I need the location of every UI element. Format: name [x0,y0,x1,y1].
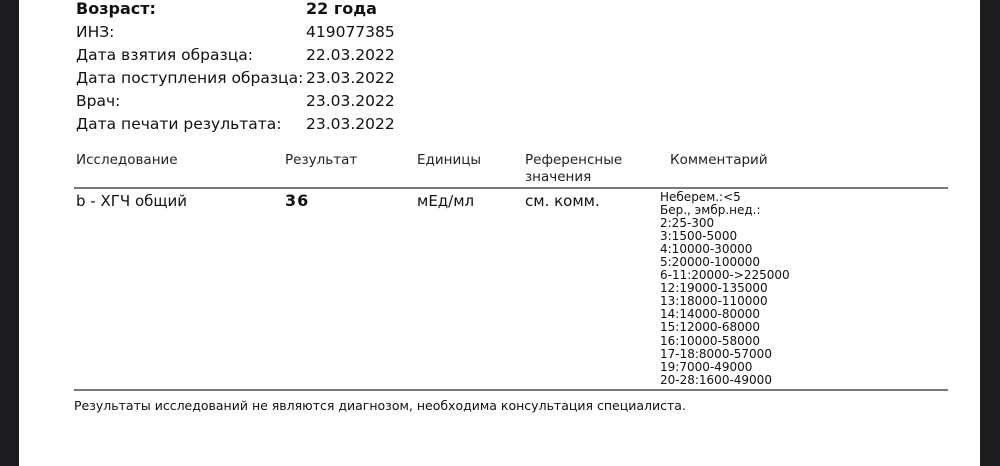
comment-line: 2:25-300 [660,216,715,231]
age-label: Возраст: [76,0,156,18]
disclaimer-text: Результаты исследований не являются диагнозом, необходима консультация специалиста. [74,398,686,413]
reference-value: см. комм. [525,192,600,210]
result-value: 36 [285,191,310,210]
comment-line: 4:10000-30000 [660,242,753,257]
test-name: b - ХГЧ общий [76,192,187,210]
header-result: Результат [285,152,358,168]
doctor-label: Врач: [76,92,121,110]
comment-list [660,191,790,387]
lab-result-page [19,0,980,466]
header-comment: Комментарий [670,152,768,168]
comment-line: 16:10000-58000 [660,333,760,348]
header-units: Единицы [417,152,482,168]
comment-line: 12:19000-135000 [660,281,768,296]
header-test: Исследование [76,152,178,168]
table-bottom-divider [74,389,948,391]
inz-value: 419077385 [306,23,395,41]
comment-line: 15:12000-68000 [660,320,760,335]
comment-line: 17-18:8000-57000 [660,346,772,361]
print-date-label: Дата печати результата: [76,115,282,133]
received-date-value: 23.03.2022 [306,69,395,87]
received-date-label: Дата поступления образца: [76,69,304,87]
comment-line: 19:7000-49000 [660,359,753,374]
print-date-value: 23.03.2022 [306,115,395,133]
comment-line: 14:14000-80000 [660,307,760,322]
comment-line: Бер., эмбр.нед.: [660,203,761,218]
sample-date-label: Дата взятия образца: [76,46,254,64]
comment-line: Неберем.:<5 [660,190,741,204]
units-value: мЕд/мл [417,192,475,210]
header-reference-line1: Референсные [525,152,623,168]
comment-line: 3:1500-5000 [660,229,738,244]
comment-line: 20-28:1600-49000 [660,372,772,387]
comment-line: 5:20000-100000 [660,255,760,270]
comment-line: 13:18000-110000 [660,294,768,309]
age-value: 22 года [306,0,377,18]
table-top-divider [74,187,948,189]
header-reference-line2: значения [525,169,592,185]
comment-line: 6-11:20000->225000 [660,268,790,283]
inz-label: ИНЗ: [76,23,115,41]
sample-date-value: 22.03.2022 [306,46,395,64]
header-reference [525,152,622,186]
doctor-value: 23.03.2022 [306,92,395,110]
